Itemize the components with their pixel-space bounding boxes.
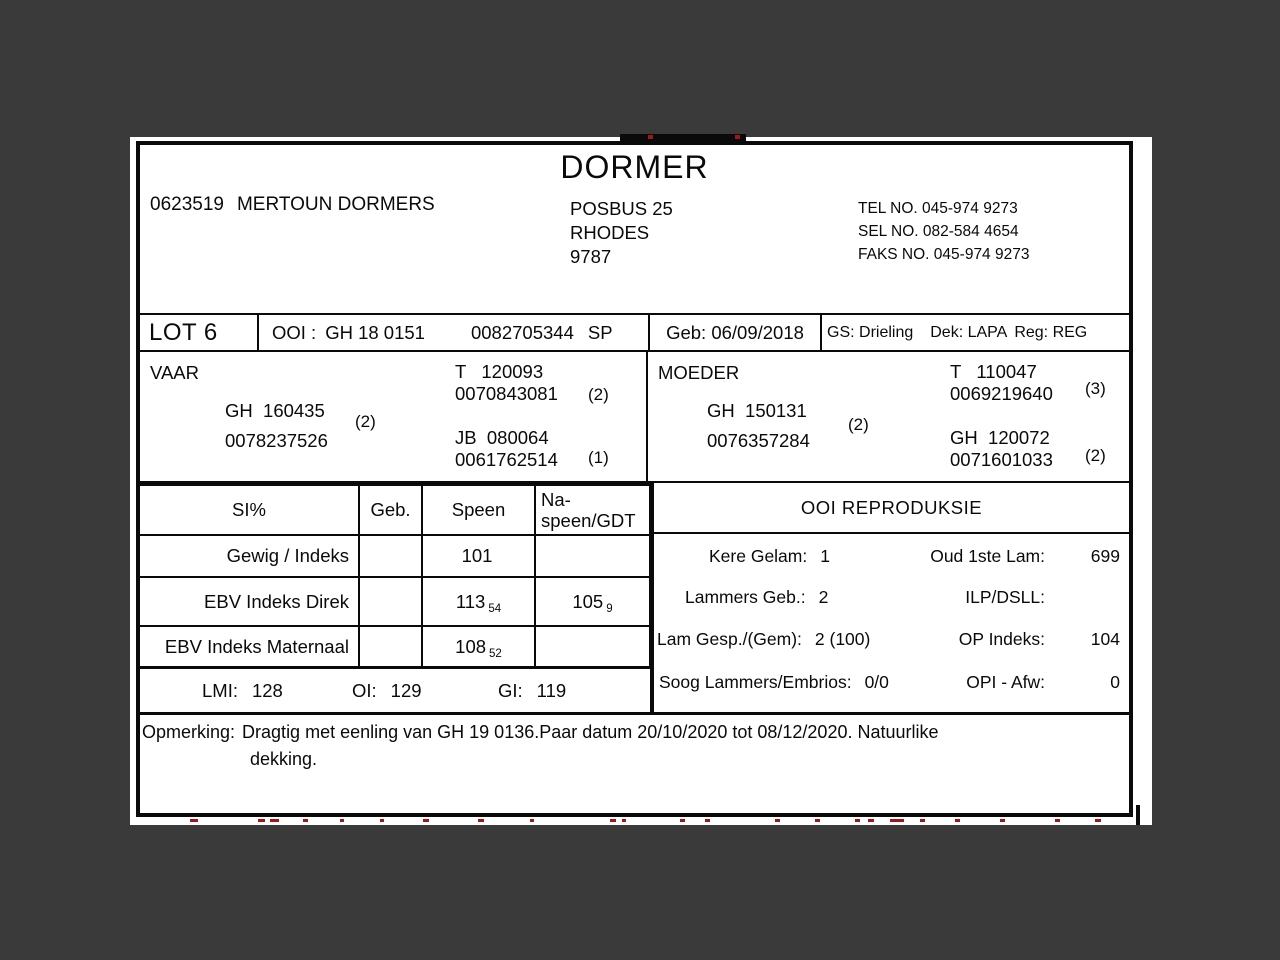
- breeder-number: 0623519: [150, 194, 224, 215]
- table-row: EBV Indeks Direk 113 54 105 9: [140, 576, 649, 625]
- remark-label: Opmerking:: [142, 722, 236, 742]
- lmi-index: LMI: 128: [202, 680, 283, 701]
- lot-row: [140, 313, 1129, 352]
- gi-index: GI: 119: [498, 680, 567, 701]
- si-row-label: EBV Indeks Maternaal: [164, 635, 349, 657]
- ooi-flag: SP: [587, 321, 613, 343]
- birthdate-cell: Geb: 06/09/2018: [648, 315, 820, 350]
- dam-dam-block: GH 120072 0071601033: [950, 427, 1053, 470]
- sire-dam-count: (1): [588, 448, 609, 467]
- dam-progeny-count: (2): [848, 415, 869, 434]
- address-line: RHODES: [570, 222, 650, 243]
- top-edge-artifact: [620, 134, 746, 141]
- si-col-header: SI%: [232, 499, 266, 520]
- birth-status: GS: Drieling: [827, 323, 914, 341]
- dam-id-block: GH 150131 0076357284: [707, 400, 810, 451]
- registration-status: Reg: REG: [1014, 323, 1088, 341]
- bottom-right-tick: [1136, 805, 1140, 825]
- si-index-table: [140, 483, 652, 669]
- bottom-artifact-strip: [130, 818, 1152, 825]
- ewe-id-cell: [257, 315, 648, 350]
- table-row: EBV Indeks Maternaal 108 52: [140, 625, 649, 666]
- address-line: 9787: [570, 246, 612, 267]
- dam-heading: MOEDER: [658, 362, 740, 383]
- dam-sire-count: (3): [1085, 379, 1106, 398]
- dam-dam-count: (2): [1085, 446, 1106, 465]
- sire-progeny-count: (2): [355, 412, 376, 431]
- sire-panel: [140, 352, 648, 481]
- contact-line: TEL NO. 045-974 9273: [858, 200, 1018, 217]
- address-line: POSBUS 25: [570, 198, 673, 219]
- ooi-reg-number: 0082705344: [470, 321, 574, 343]
- sire-sire-block: T 120093 0070843081: [455, 361, 558, 404]
- si-col-header: Geb.: [358, 486, 421, 534]
- breeder-name: MERTOUN DORMERS: [236, 194, 435, 215]
- catalog-page: [130, 137, 1152, 825]
- oi-index: OI: 129: [352, 680, 422, 701]
- contact-line: SEL NO. 082-584 4654: [858, 223, 1019, 240]
- breed-title: DORMER: [560, 149, 709, 185]
- mating-type: Dek: LAPA: [930, 323, 1008, 341]
- sire-id-block: GH 160435 0078237526: [225, 400, 328, 451]
- sire-heading: VAAR: [150, 362, 200, 383]
- catalog-card: [136, 141, 1133, 817]
- status-cell: [820, 315, 1129, 350]
- si-row-label: EBV Indeks Direk: [204, 590, 349, 612]
- si-table-header: [140, 486, 649, 534]
- remark-line-1: Opmerking: Dragtig met eenling van GH 19 0136.Paar datum 20/10/2020 tot 08/12/2020. Natuurlike: [142, 722, 939, 742]
- lot-number: LOT 6: [149, 318, 218, 346]
- dam-panel: [650, 352, 1129, 481]
- ooi-label: OOI :: [272, 321, 317, 343]
- repro-row: Lam Gesp./(Gem): 2 (100) OP Indeks: 104: [657, 629, 1120, 649]
- table-row: Gewig / Indeks 101: [140, 534, 649, 576]
- si-col-header: Na- speen/GDT: [534, 486, 649, 534]
- contact-line: FAKS NO. 045-974 9273: [858, 246, 1030, 263]
- dam-sire-block: T 110047 0069219640: [950, 361, 1053, 404]
- breeder-contacts: [858, 197, 1029, 266]
- reproduction-title: OOI REPRODUKSIE: [654, 483, 1129, 534]
- sire-dam-block: JB 080064 0061762514: [455, 427, 558, 470]
- pedigree-section: [140, 352, 1129, 483]
- sire-sire-count: (2): [588, 385, 609, 404]
- remark-line-2: dekking.: [250, 749, 318, 769]
- card-header: [140, 145, 1129, 313]
- indices-row: [140, 669, 652, 713]
- ooi-id: GH 18 0151: [325, 321, 425, 343]
- si-col-header: Speen: [421, 486, 534, 534]
- repro-row: Kere Gelam: 1 Oud 1ste Lam: 699: [709, 546, 1120, 566]
- si-row-label: Gewig / Indeks: [226, 545, 349, 566]
- breeder-line: [150, 194, 435, 216]
- reproduction-panel: [652, 483, 1129, 712]
- remark-section: [140, 712, 1129, 813]
- repro-row: Lammers Geb.: 2 ILP/DSLL:: [685, 587, 1045, 607]
- breeder-address: [570, 197, 673, 269]
- repro-row: Soog Lammers/Embrios: 0/0 OPI - Afw: 0: [659, 672, 1120, 692]
